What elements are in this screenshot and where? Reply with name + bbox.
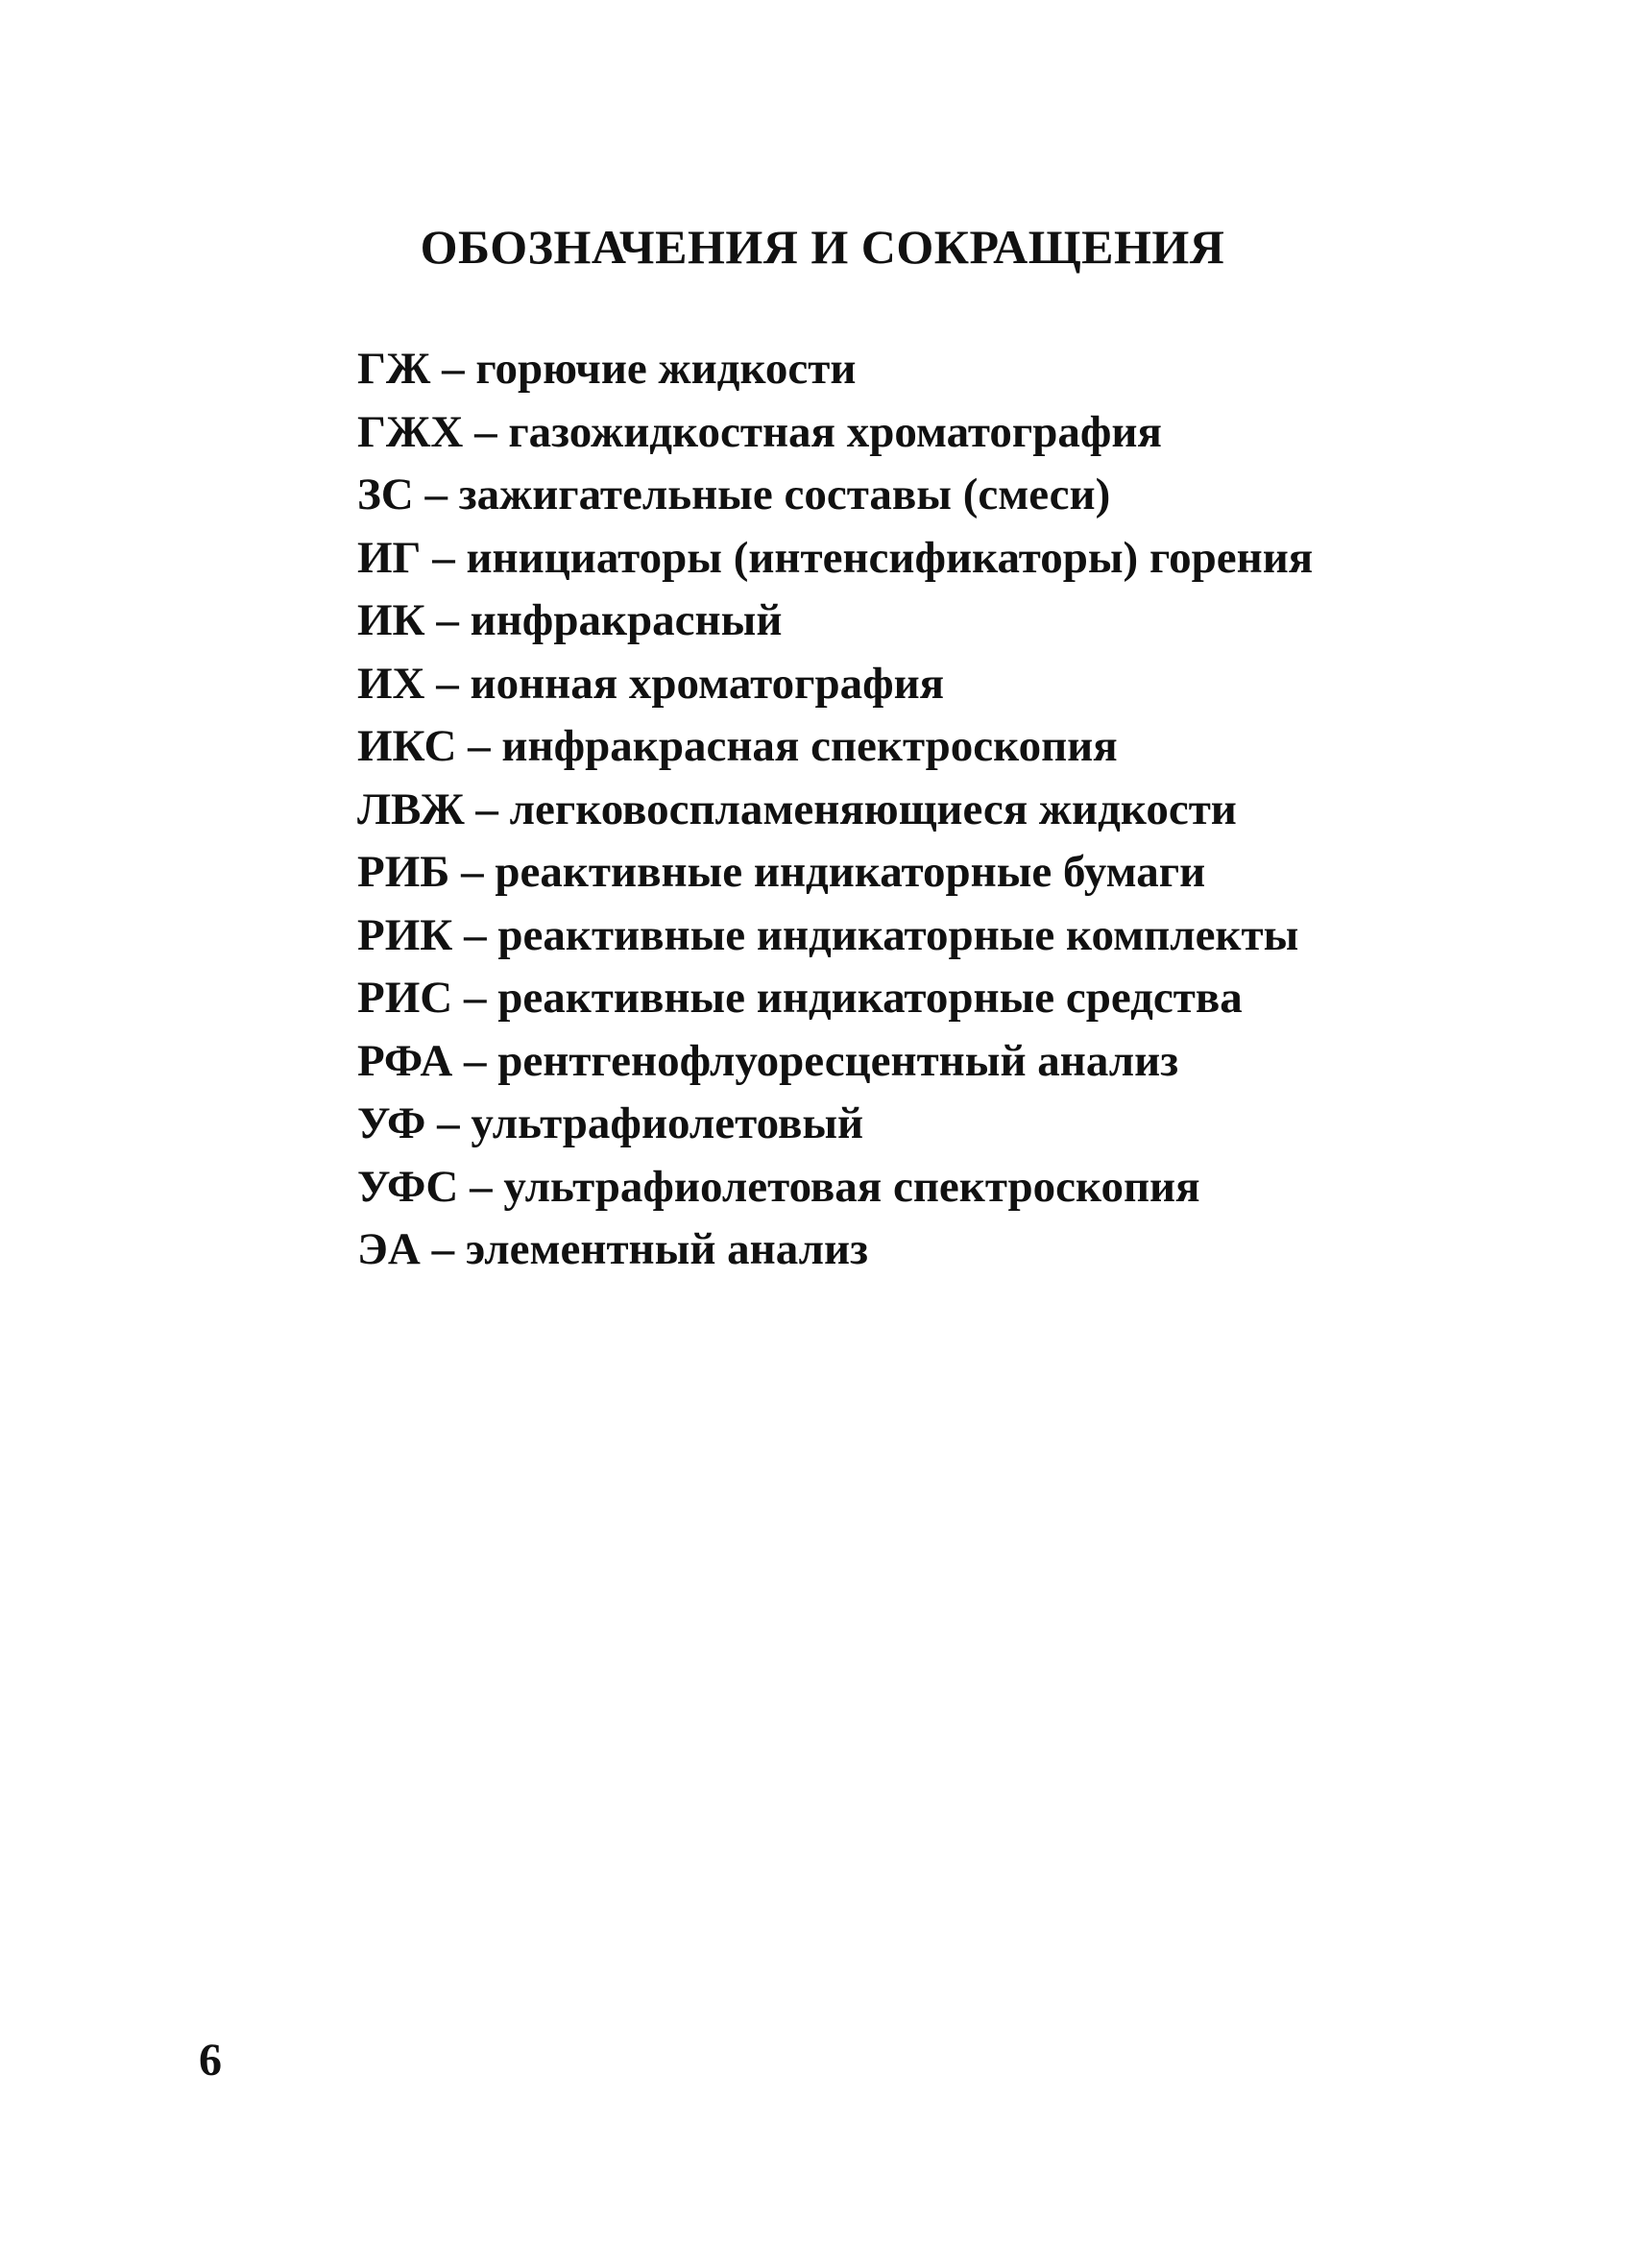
abbreviation-item: [357, 779, 1313, 842]
abbreviation-definition: реактивные индикаторные бумаги: [495, 847, 1206, 897]
abbreviation-definition: зажигательные составы (смеси): [458, 470, 1111, 519]
abbreviation-definition: ультрафиолетовый: [471, 1098, 864, 1148]
abbreviation-term: РИС: [357, 973, 453, 1023]
abbreviation-item: [357, 1030, 1313, 1094]
abbreviation-term: ЗС: [357, 470, 414, 519]
abbreviation-term: ИКС: [357, 721, 457, 771]
abbreviation-term: РФА: [357, 1035, 453, 1086]
abbreviation-separator: –: [464, 1035, 487, 1086]
abbreviation-item: [357, 527, 1313, 591]
abbreviation-term: РИБ: [357, 847, 450, 897]
abbreviation-term: ИК: [357, 595, 425, 645]
abbreviation-term: УФ: [357, 1098, 426, 1148]
abbreviation-list: [357, 338, 1313, 1282]
abbreviation-term: ЛВЖ: [357, 784, 465, 834]
abbreviation-separator: –: [474, 406, 497, 457]
abbreviation-separator: –: [436, 658, 459, 709]
abbreviation-item: [357, 905, 1313, 968]
abbreviation-definition: элементный анализ: [465, 1224, 868, 1274]
abbreviation-separator: –: [432, 532, 455, 583]
abbreviation-separator: –: [461, 847, 484, 897]
abbreviation-definition: рентгенофлуоресцентный анализ: [497, 1035, 1179, 1086]
abbreviation-definition: реактивные индикаторные средства: [497, 973, 1243, 1023]
abbreviation-term: ЭА: [357, 1224, 421, 1274]
abbreviation-term: ИГ: [357, 532, 422, 583]
abbreviation-definition: реактивные индикаторные комплекты: [497, 909, 1299, 960]
abbreviation-item: [357, 1218, 1313, 1282]
abbreviation-definition: ультрафиолетовая спектроскопия: [503, 1161, 1200, 1212]
abbreviation-term: РИК: [357, 909, 453, 960]
abbreviation-term: УФС: [357, 1161, 459, 1212]
abbreviation-item: [357, 401, 1313, 465]
abbreviation-term: ГЖ: [357, 344, 431, 394]
abbreviation-separator: –: [475, 784, 498, 834]
abbreviation-item: [357, 464, 1313, 527]
abbreviation-definition: инициаторы (интенсификаторы) горения: [466, 532, 1314, 583]
abbreviation-separator: –: [442, 344, 465, 394]
abbreviation-separator: –: [431, 1224, 455, 1274]
page-number: 6: [199, 2035, 222, 2086]
abbreviation-separator: –: [470, 1161, 493, 1212]
abbreviation-separator: –: [463, 973, 487, 1023]
abbreviation-item: [357, 715, 1313, 779]
abbreviation-term: ИХ: [357, 658, 425, 709]
abbreviation-separator: –: [424, 470, 448, 519]
abbreviation-term: ГЖХ: [357, 406, 464, 457]
abbreviation-item: [357, 1093, 1313, 1156]
abbreviation-separator: –: [436, 595, 459, 645]
abbreviation-definition: инфракрасная спектроскопия: [501, 721, 1118, 771]
abbreviation-item: [357, 653, 1313, 716]
abbreviation-definition: ионная хроматография: [470, 658, 945, 709]
abbreviation-item: [357, 1156, 1313, 1219]
abbreviation-item: [357, 338, 1313, 401]
abbreviation-definition: легковоспламеняющиеся жидкости: [509, 784, 1237, 834]
abbreviation-item: [357, 841, 1313, 905]
abbreviation-item: [357, 967, 1313, 1030]
abbreviation-item: [357, 590, 1313, 653]
abbreviation-definition: газожидкостная хроматография: [508, 406, 1162, 457]
abbreviation-definition: инфракрасный: [470, 595, 783, 645]
abbreviation-separator: –: [437, 1098, 460, 1148]
page-title: ОБОЗНАЧЕНИЯ И СОКРАЩЕНИЯ: [420, 220, 1225, 274]
abbreviation-separator: –: [468, 721, 491, 771]
abbreviation-definition: горючие жидкости: [475, 344, 857, 394]
abbreviation-separator: –: [464, 909, 487, 960]
